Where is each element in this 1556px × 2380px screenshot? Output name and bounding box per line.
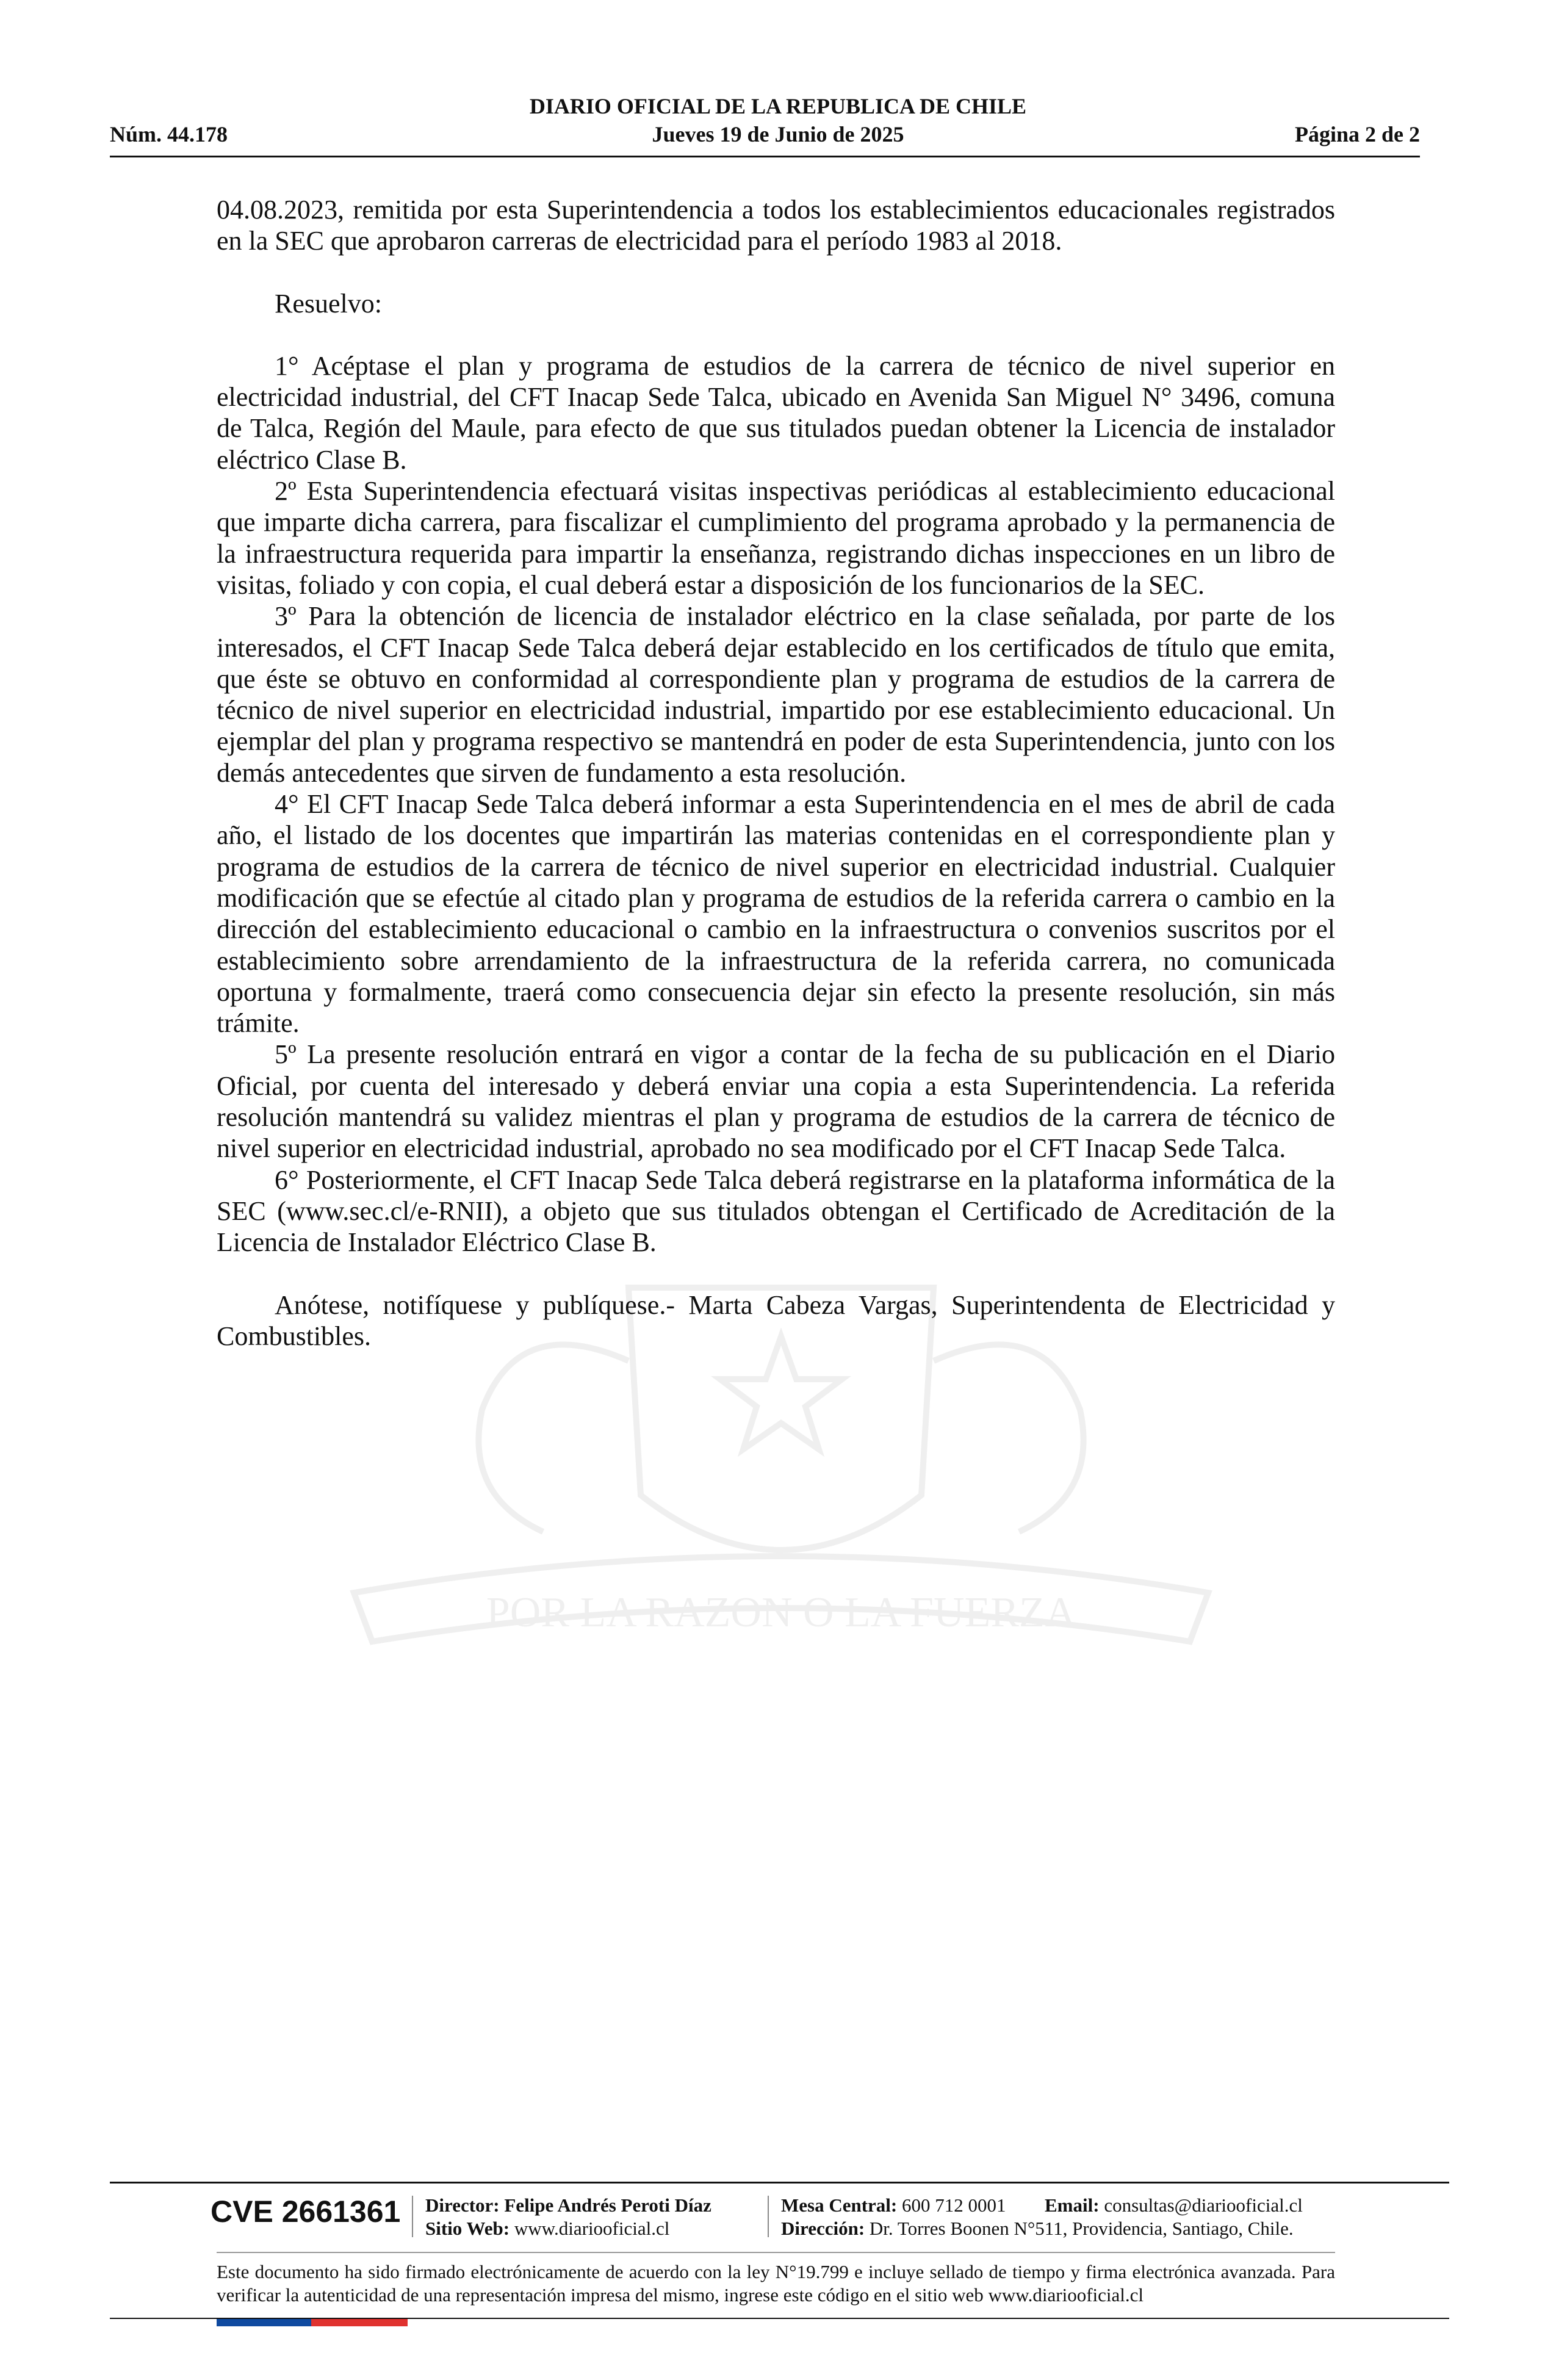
resolution-item-4: 4° El CFT Inacap Sede Talca deberá informar a esta Superintendencia en el mes de abril de cada año, el listado de los docentes que impartirán las materias contenidas en el correspondiente plan y programa de estudios de la carrera de técnico de nivel superior en electricidad industrial. Cualquier modificación que se efectúe al citado plan y programa de estudios de la referida carrera o cambio en la dirección del establecimiento educacional o cambio en la infraestructura o convenios suscritos por el establecimiento sobre arrendamiento de la infraestructura de la referida carrera, no comunicada oportuna y formalmente, traerá como consecuencia dejar sin efecto la presente resolución, sin más trámite. <box>217 789 1335 1039</box>
footer-director <box>425 2194 711 2216</box>
address-value: Dr. Torres Boonen N°511, Providencia, Santiago, Chile. <box>869 2218 1294 2239</box>
mesa-value: 600 712 0001 <box>902 2194 1006 2216</box>
resolution-item-3: 3º Para la obtención de licencia de instalador eléctrico en la clase señalada, por parte de los interesados, el CFT Inacap Sede Talca deberá dejar establecido en los certificados de título que emita, que éste se obtuvo en conformidad al correspondiente plan y programa de estudios de la carrera de técnico de nivel superior en electricidad industrial, impartido por ese establecimiento educacional. Un ejemplar del plan y programa respectivo se mantendrá en poder de esta Superintendencia, junto con los demás antecedentes que sirven de fundamento a esta resolución. <box>217 601 1335 788</box>
web-link[interactable]: www.diariooficial.cl <box>514 2218 670 2239</box>
watermark-motto: POR LA RAZON O LA FUERZA <box>486 1589 1076 1636</box>
legal-notice: Este documento ha sido firmado electrónicamente de acuerdo con la ley N°19.799 e incluye sellado de tiempo y firma electrónica avanzada. Para verificar la autenticidad de una representación impresa del mismo, ingrese este código en el sitio web www.diariooficial.cl <box>217 2261 1335 2306</box>
footer-email <box>1045 2194 1303 2216</box>
footer-phone <box>781 2194 1006 2216</box>
newspaper-title: DIARIO OFICIAL DE LA REPUBLICA DE CHILE <box>529 94 1027 118</box>
closing-signature: Anótese, notifíquese y publíquese.- Marta Cabeza Vargas, Superintendenta de Electricidad y Combustibles. <box>217 1289 1335 1351</box>
director-label: Director: <box>425 2194 500 2216</box>
footer-divider-top <box>110 2182 1449 2183</box>
flag-stripe-red <box>311 2319 408 2326</box>
footer-address <box>781 2218 1294 2240</box>
email-label: Email: <box>1045 2194 1100 2216</box>
document-body <box>217 194 1335 1352</box>
resuelvo-heading: Resuelvo: <box>275 288 382 319</box>
footer-website <box>425 2218 669 2240</box>
email-link[interactable]: consultas@diariooficial.cl <box>1104 2194 1303 2216</box>
footer-separator <box>768 2196 769 2237</box>
mesa-label: Mesa Central: <box>781 2194 898 2216</box>
page-indicator: Página 2 de 2 <box>1294 122 1420 146</box>
resolution-item-6: 6° Posteriormente, el CFT Inacap Sede Talca deberá registrarse en la plataforma informática de la SEC (www.sec.cl/e-RNII), a objeto que sus titulados obtengan el Certificado de Acreditación de la Licencia de Instalador Eléctrico Clase B. <box>217 1164 1335 1258</box>
resolution-item-5: 5º La presente resolución entrará en vigor a contar de la fecha de su publicación en el Diario Oficial, por cuenta del interesado y deberá enviar una copia a esta Superintendencia. La referida resolución mantendrá su validez mientras el plan y programa de estudios de la carrera de técnico de nivel superior en electricidad industrial, aprobado no sea modificado por el CFT Inacap Sede Talca. <box>217 1039 1335 1164</box>
issue-date: Jueves 19 de Junio de 2025 <box>652 122 904 146</box>
web-label: Sitio Web: <box>425 2218 510 2239</box>
resolution-item-1: 1° Acéptase el plan y programa de estudios de la carrera de técnico de nivel superior en electricidad industrial, del CFT Inacap Sede Talca, ubicado en Avenida San Miguel N° 3496, comuna de Talca, Región del Maule, para efecto de que sus titulados puedan obtener la Licencia de instalador eléctrico Clase B. <box>217 350 1335 475</box>
intro-paragraph: 04.08.2023, remitida por esta Superintendencia a todos los establecimientos educacionales registrados en la SEC que aprobaron carreras de electricidad para el período 1983 al 2018. <box>217 195 1335 256</box>
address-label: Dirección: <box>781 2218 865 2239</box>
footer-divider-mid <box>217 2252 1335 2253</box>
cve-code: CVE 2661361 <box>211 2194 401 2229</box>
footer-separator <box>412 2196 413 2237</box>
flag-stripe-blue <box>217 2319 311 2326</box>
header-divider <box>110 156 1420 157</box>
issue-number: Núm. 44.178 <box>110 122 228 146</box>
resolution-item-2: 2º Esta Superintendencia efectuará visitas inspectivas periódicas al establecimiento educacional que imparte dicha carrera, para fiscalizar el cumplimiento del programa aprobado y la permanencia de la infraestructura requerida para impartir la enseñanza, registrando dichas inspecciones en un libro de visitas, foliado y con copia, el cual deberá estar a disposición de los funcionarios de la SEC. <box>217 476 1335 600</box>
director-name: Felipe Andrés Peroti Díaz <box>504 2194 711 2216</box>
